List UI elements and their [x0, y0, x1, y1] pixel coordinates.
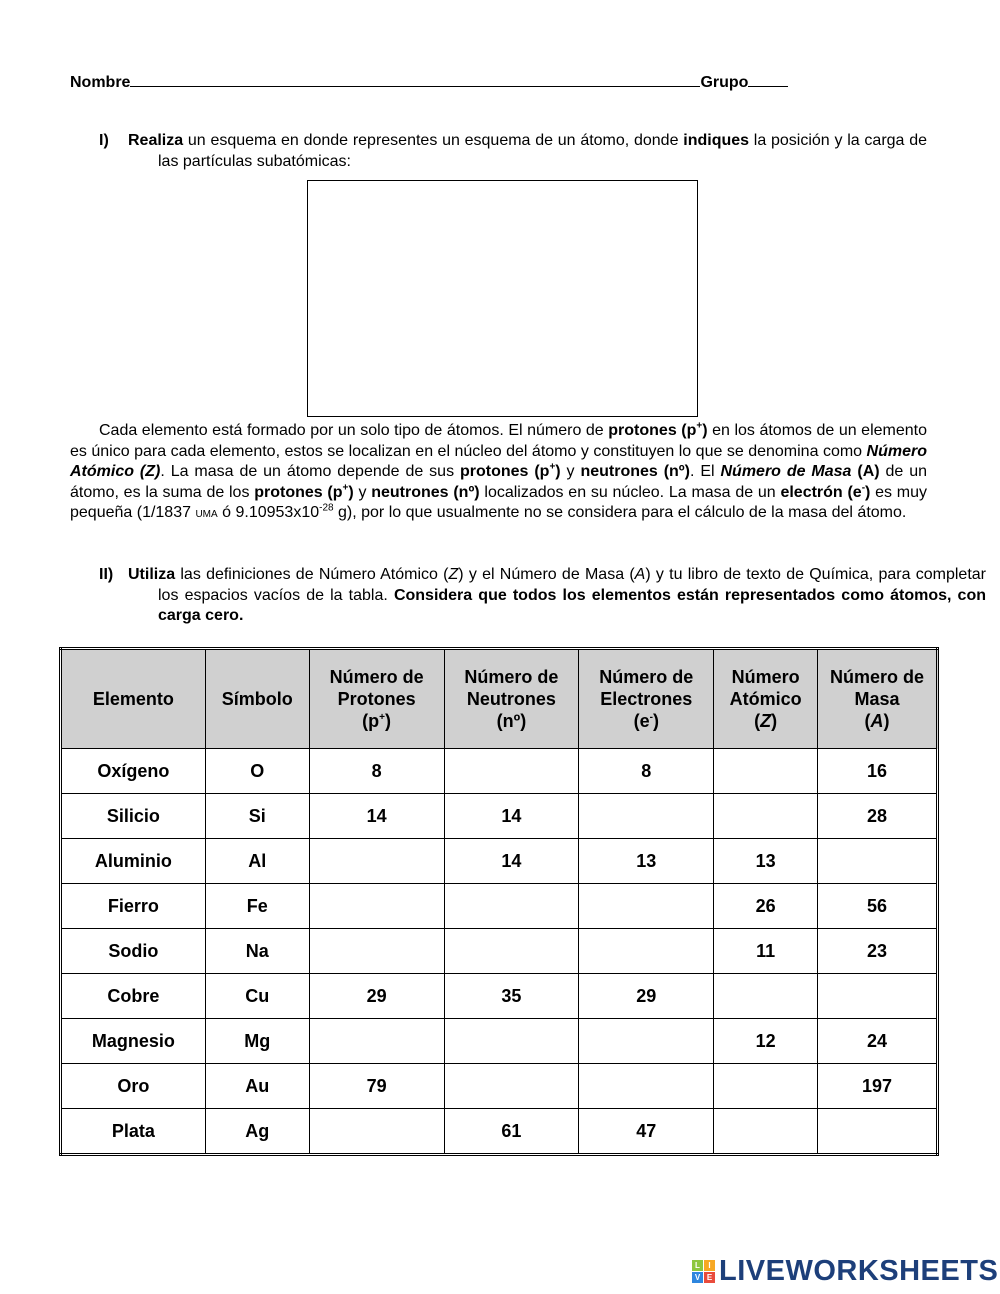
explanation-paragraph	[70, 421, 927, 526]
name-field[interactable]	[130, 71, 700, 87]
cell-protones: 8	[309, 749, 444, 794]
text: localizados en su núcleo. La masa de un	[479, 483, 781, 501]
cell-simbolo: Al	[205, 839, 309, 884]
sup: +	[549, 461, 556, 473]
cell-protones: 79	[309, 1064, 444, 1109]
cell-atomico[interactable]	[714, 794, 818, 839]
cell-electrones[interactable]	[579, 1019, 714, 1064]
header-protones: Número de Protones (p+)	[309, 649, 444, 749]
text: y	[560, 463, 581, 480]
text: de un átomo, es la suma de los	[70, 463, 928, 501]
text: protones (p	[459, 463, 550, 480]
uma-unit: UMA	[195, 509, 218, 520]
bold: neutrones (nº)	[580, 463, 690, 480]
table-row	[61, 794, 938, 839]
bold	[608, 422, 707, 439]
logo-letter: V	[692, 1272, 703, 1283]
mass-number-term: Número de Masa	[720, 463, 852, 480]
cell-protones[interactable]	[309, 1109, 444, 1155]
cell-neutrones: 14	[444, 839, 579, 884]
sup: -	[649, 712, 653, 723]
sup: +	[342, 482, 349, 494]
sup: -	[861, 482, 866, 494]
cell-elemento: Sodio	[61, 929, 206, 974]
cell-masa: 16	[818, 749, 938, 794]
q2-verb: Utiliza	[128, 566, 176, 583]
liveworksheets-logo	[692, 1255, 998, 1288]
bold	[254, 484, 353, 501]
cell-atomico: 26	[714, 884, 818, 929]
cell-elemento: Oro	[61, 1064, 206, 1109]
table-row	[61, 839, 938, 884]
question-number: I)	[99, 132, 109, 149]
q1-text-2: la posición y la carga de las partículas subatómicas:	[158, 132, 928, 170]
text: ) y tu libro de texto de Química, para completar los espacios vacíos de la tabla.	[158, 566, 987, 604]
header-electrones: Número de Electrones (e-)	[579, 649, 714, 749]
text: protones (p	[254, 483, 343, 501]
text: A	[634, 566, 646, 583]
cell-simbolo: Mg	[205, 1019, 309, 1064]
sup: -28	[319, 502, 334, 514]
text: . El	[689, 463, 721, 480]
live-icon	[692, 1260, 715, 1283]
q2-instruction: Considera que todos los elementos están representados como átomos, con carga cero.	[158, 586, 986, 624]
cell-electrones: 29	[579, 974, 714, 1019]
logo-letter: E	[704, 1272, 715, 1283]
text: Número de Masa	[830, 667, 925, 709]
sup: +	[696, 420, 703, 432]
text: (e	[633, 711, 650, 731]
cell-electrones[interactable]	[579, 794, 714, 839]
name-label: Nombre	[70, 74, 131, 91]
cell-neutrones: 35	[444, 974, 579, 1019]
cell-protones: 14	[309, 794, 444, 839]
text: (nº)	[496, 711, 527, 731]
header-elemento: Elemento	[61, 649, 206, 749]
text: las definiciones de Número Atómico (	[175, 566, 449, 583]
cell-simbolo: Cu	[205, 974, 309, 1019]
cell-masa[interactable]	[818, 1109, 938, 1155]
text: Z	[760, 711, 772, 731]
text: en los átomos de un elemento es único para cada elemento, estos se localizan en el núcleo del átomo y constituyen lo que se denomina como	[70, 422, 927, 460]
cell-atomico[interactable]	[714, 1109, 818, 1155]
cell-elemento: Magnesio	[61, 1019, 206, 1064]
cell-elemento: Silicio	[61, 794, 206, 839]
cell-masa: 197	[818, 1064, 938, 1109]
cell-masa[interactable]	[818, 839, 938, 884]
text: Número de Neutrones	[464, 667, 559, 709]
header-simbolo: Símbolo	[205, 649, 309, 749]
logo-letter: L	[692, 1260, 703, 1271]
text: electrón (e	[780, 483, 862, 501]
text: )	[348, 483, 354, 501]
cell-protones: 29	[309, 974, 444, 1019]
atom-drawing-box[interactable]	[307, 180, 698, 417]
cell-masa: 28	[818, 794, 938, 839]
cell-simbolo: Si	[205, 794, 309, 839]
table-row	[61, 1109, 938, 1155]
name-group-line	[70, 71, 788, 92]
cell-simbolo: Au	[205, 1064, 309, 1109]
table-row	[61, 1019, 938, 1064]
cell-protones[interactable]	[309, 1019, 444, 1064]
cell-neutrones: 14	[444, 794, 579, 839]
cell-protones[interactable]	[309, 929, 444, 974]
text: )	[865, 483, 871, 501]
logo-letter: I	[704, 1260, 715, 1271]
q1-bold: indiques	[683, 132, 750, 149]
question-1	[99, 131, 927, 172]
text: protones (p	[608, 422, 697, 439]
bold: (A)	[851, 463, 880, 480]
cell-elemento: Fierro	[61, 884, 206, 929]
bold	[460, 463, 561, 480]
text: A	[870, 711, 884, 731]
text: Número de Electrones	[599, 667, 694, 709]
bold	[780, 484, 870, 501]
cell-masa: 24	[818, 1019, 938, 1064]
text: ó 9.10953x10	[217, 504, 320, 521]
cell-electrones[interactable]	[579, 1064, 714, 1109]
cell-masa: 56	[818, 884, 938, 929]
cell-electrones: 8	[579, 749, 714, 794]
cell-elemento: Aluminio	[61, 839, 206, 884]
table-row	[61, 974, 938, 1019]
text: es muy pequeña (1/1837	[70, 483, 928, 521]
q1-verb: Realiza	[128, 132, 184, 149]
cell-neutrones[interactable]	[444, 749, 579, 794]
sup: +	[379, 712, 386, 723]
header-neutrones	[444, 649, 579, 749]
cell-elemento: Cobre	[61, 974, 206, 1019]
atomic-number-term: Número Atómico (Z)	[70, 442, 927, 480]
cell-elemento: Plata	[61, 1109, 206, 1155]
text: Número Atómico	[729, 667, 802, 709]
cell-neutrones[interactable]	[444, 1019, 579, 1064]
cell-electrones: 47	[579, 1109, 714, 1155]
cell-simbolo: Ag	[205, 1109, 309, 1155]
question-2	[99, 565, 986, 627]
cell-atomico: 12	[714, 1019, 818, 1064]
text: y	[353, 483, 372, 501]
cell-neutrones[interactable]	[444, 884, 579, 929]
cell-masa: 23	[818, 929, 938, 974]
text: Z	[448, 566, 459, 583]
cell-atomico[interactable]	[714, 749, 818, 794]
table-row	[61, 929, 938, 974]
group-label: Grupo	[700, 74, 749, 91]
cell-simbolo: O	[205, 749, 309, 794]
header-masa: Número de Masa (A)	[818, 649, 938, 749]
elements-table	[59, 647, 939, 1156]
group-field[interactable]	[748, 71, 788, 87]
cell-simbolo: Fe	[205, 884, 309, 929]
header-atomico: Número Atómico (Z)	[714, 649, 818, 749]
table-row	[61, 1064, 938, 1109]
q1-text: un esquema en donde representes un esquema de un átomo, donde	[183, 132, 684, 149]
cell-neutrones: 61	[444, 1109, 579, 1155]
cell-atomico[interactable]	[714, 974, 818, 1019]
cell-neutrones[interactable]	[444, 1064, 579, 1109]
cell-neutrones[interactable]	[444, 929, 579, 974]
cell-simbolo: Na	[205, 929, 309, 974]
text: )	[555, 463, 561, 480]
text: . La masa de un átomo depende de sus	[160, 463, 460, 480]
cell-elemento: Oxígeno	[61, 749, 206, 794]
bold: neutrones (nº)	[371, 483, 480, 501]
text: )	[702, 422, 708, 439]
cell-atomico: 13	[714, 839, 818, 884]
cell-masa[interactable]	[818, 974, 938, 1019]
cell-electrones[interactable]	[579, 884, 714, 929]
cell-electrones: 13	[579, 839, 714, 884]
logo-text: LIVEWORKSHEETS	[719, 1255, 999, 1287]
cell-protones[interactable]	[309, 884, 444, 929]
cell-atomico[interactable]	[714, 1064, 818, 1109]
table-row	[61, 749, 938, 794]
table-row	[61, 884, 938, 929]
cell-protones[interactable]	[309, 839, 444, 884]
text: Cada elemento está formado por un solo tipo de átomos. El número de	[99, 422, 609, 439]
table-header-row	[61, 649, 938, 749]
cell-electrones[interactable]	[579, 929, 714, 974]
text: ) y el Número de Masa (	[458, 566, 635, 583]
text: Número de Protones	[329, 667, 424, 709]
question-number: II)	[99, 566, 114, 583]
text: (p	[362, 711, 380, 731]
cell-atomico: 11	[714, 929, 818, 974]
text: g), por lo que usualmente no se considera para el cálculo de la masa del átomo.	[333, 504, 907, 521]
